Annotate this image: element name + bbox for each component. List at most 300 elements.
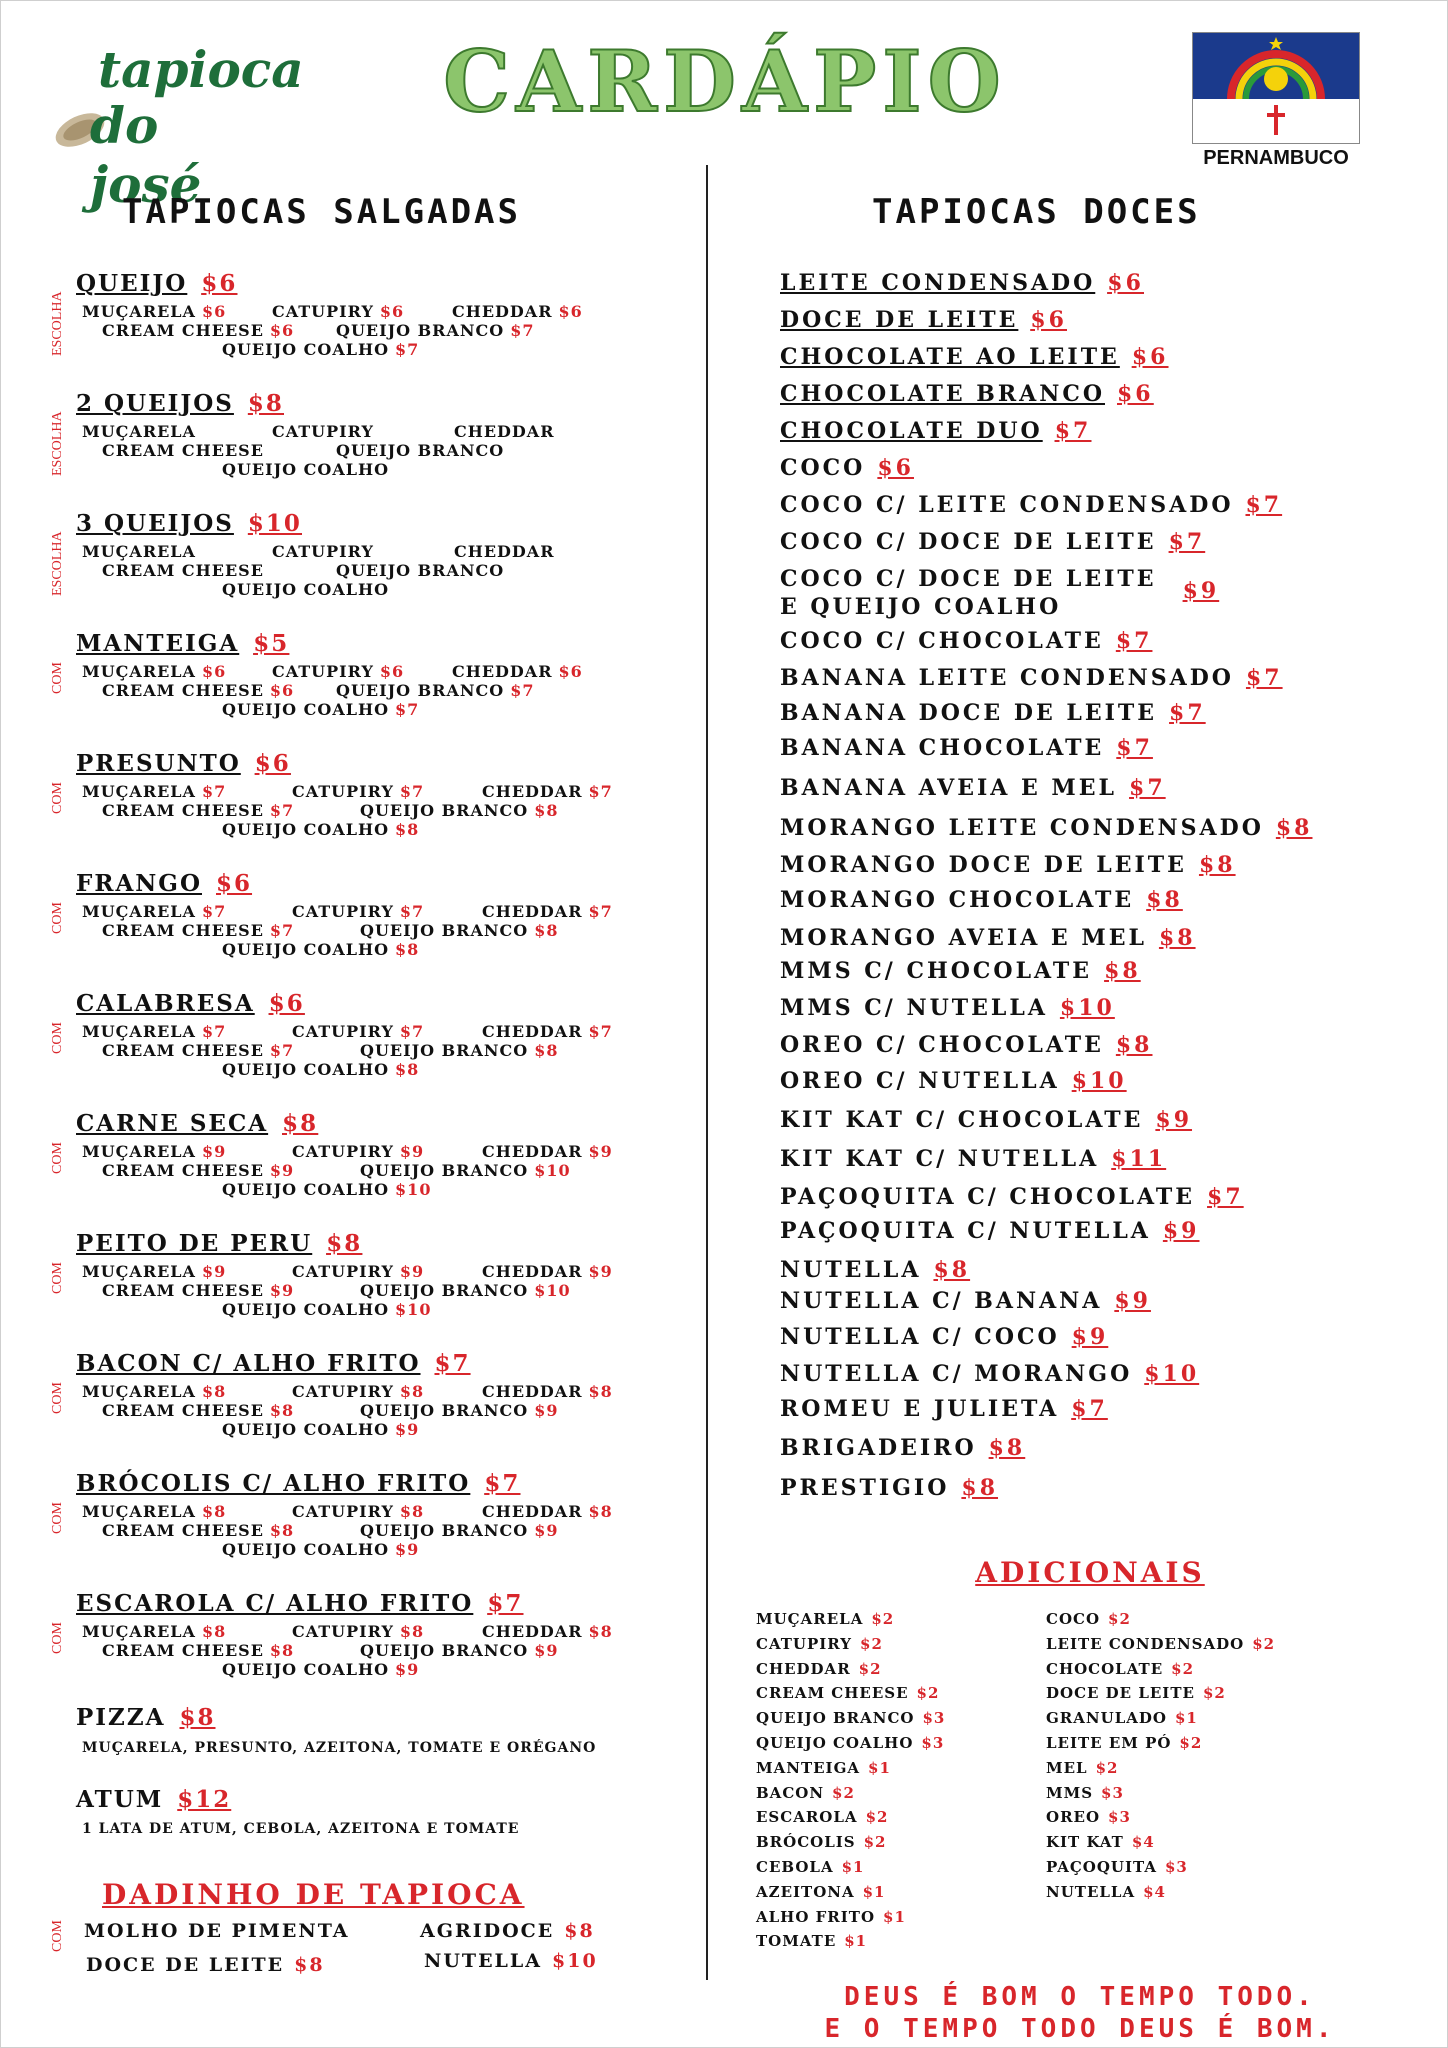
adicional-price: $4 [1143,1883,1166,1901]
adicional-item [756,1833,887,1851]
option-name: CREAM CHEESE [102,921,264,940]
sweet-item-price: $7 [1168,529,1206,555]
savory-item-price: $8 [282,1110,319,1137]
savory-item-name [76,1350,471,1377]
option-item [292,902,424,921]
option-item [82,1622,226,1641]
option-item [82,542,196,561]
adicional-name: TOMATE [756,1932,837,1950]
option-price: $8 [399,1502,425,1521]
option-item [222,1300,431,1319]
option-name: QUEIJO BRANCO [336,321,505,340]
option-item [360,1401,558,1420]
dadinho-item: DOCE DE LEITE $8 [86,1954,325,1976]
option-item [222,700,419,719]
column-divider [706,165,708,1980]
sweet-item-name2: E QUEIJO COALHO [780,594,1062,620]
option-price: $8 [269,1641,295,1660]
sweet-item [780,1435,1025,1461]
option-name: CREAM CHEESE [102,1281,264,1300]
option-item [360,1281,571,1300]
savory-item-name [76,1590,523,1617]
option-price: $7 [395,340,420,359]
adicional-name: DOCE DE LEITE [1046,1684,1195,1702]
sweet-item [780,1032,1152,1058]
savory-item-label: COM [50,1262,65,1294]
adicional-name: OREO [1046,1808,1101,1826]
option-item [360,1161,571,1180]
sweet-item-name: ROMEU E JULIETA [780,1396,1060,1422]
sweet-item-name: NUTELLA C/ COCO [780,1324,1060,1350]
savory-heading: TAPIOCAS SALGADAS [122,192,521,232]
option-item [336,441,504,460]
option-name: CATUPIRY [292,1382,394,1401]
option-name: CREAM CHEESE [102,1161,264,1180]
option-name: CATUPIRY [292,1022,394,1041]
option-price: $9 [588,1262,613,1281]
atum-price: $12 [177,1786,232,1813]
adicional-price: $3 [921,1734,945,1752]
adicional-name: CREAM CHEESE [756,1684,909,1702]
option-item [222,820,419,839]
sweet-item [780,1475,998,1501]
dadinho-heading: DADINHO DE TAPIOCA [102,1878,525,1911]
savory-item-price: $10 [247,510,302,537]
option-price: $7 [510,681,535,700]
option-name: CATUPIRY [292,902,394,921]
sweet-item-name: MORANGO DOCE DE LEITE [780,852,1187,878]
option-item [102,1281,294,1300]
sweet-item-price: $7 [1116,735,1153,761]
adicional-item [756,1908,906,1926]
option-name: CHEDDAR [482,1502,583,1521]
sweet-item-name: PRESTIGIO [780,1475,950,1501]
option-item [222,580,389,599]
adicional-name: LEITE CONDENSADO [1046,1635,1245,1653]
option-name: CREAM CHEESE [102,1641,264,1660]
savory-item-title: 3 QUEIJOS [76,510,234,537]
option-item [222,460,389,479]
option-price: $7 [588,1022,613,1041]
option-price: $7 [269,801,295,820]
savory-item-name [76,750,291,777]
option-item [82,902,226,921]
adicional-price: $1 [844,1932,868,1950]
sweet-item-name: COCO C/ CHOCOLATE [780,628,1104,654]
savory-item-name [76,1230,362,1257]
option-price: $6 [379,662,405,681]
adicional-name: GRANULADO [1046,1709,1167,1727]
option-item [292,782,424,801]
option-name: CREAM CHEESE [102,441,264,460]
option-name: CHEDDAR [482,1262,583,1281]
savory-item-label: COM [50,1502,65,1534]
option-price: $8 [588,1502,613,1521]
option-price: $8 [269,1401,295,1420]
option-name: MUÇARELA [82,1262,196,1281]
sweet-item-cont [780,594,1061,620]
sweet-item [780,1257,970,1283]
adicional-price: $4 [1131,1833,1155,1851]
pizza-name: PIZZA [76,1704,166,1731]
option-item [222,1660,419,1679]
option-price: $8 [399,1622,425,1641]
sweet-item [780,815,1312,841]
option-item [482,782,613,801]
sweet-item-price: $7 [1245,665,1283,691]
sweet-item [780,1068,1127,1094]
option-item [360,1041,558,1060]
savory-item-title: 2 QUEIJOS [76,390,234,417]
sweet-item [780,887,1183,913]
sweet-item-price: $9 [1155,1107,1193,1133]
sweet-item-name: BANANA CHOCOLATE [780,735,1105,761]
option-price: $9 [399,1142,425,1161]
savory-item-label: COM [50,1142,65,1174]
option-name: QUEIJO COALHO [222,1180,390,1199]
option-name: CATUPIRY [292,1262,394,1281]
adicionais-heading: ADICIONAIS [975,1556,1205,1589]
sweet-item-name: BANANA LEITE CONDENSADO [780,665,1234,691]
option-name: QUEIJO COALHO [222,820,390,839]
footer-line2: E O TEMPO TODO DEUS É BOM. [824,2014,1336,2044]
adicional-item [756,1858,864,1876]
option-price: $9 [269,1281,295,1300]
sweet-item [780,455,914,481]
savory-item-label: COM [50,1022,65,1054]
option-price: $8 [395,1060,420,1079]
tapioca-do-jose-logo [46,40,304,214]
option-item [482,1382,613,1401]
option-price: $7 [269,1041,295,1060]
sweet-item-price: $8 [988,1435,1026,1461]
option-name: CATUPIRY [272,542,374,561]
option-name: QUEIJO BRANCO [336,561,505,580]
adicional-item [1046,1784,1124,1802]
sweet-item [780,735,1153,761]
adicional-price: $2 [1252,1635,1276,1653]
option-name: MUÇARELA [82,782,196,801]
option-item [102,321,294,340]
savory-item-label: ESCOLHA [50,411,65,476]
option-name: CATUPIRY [272,422,374,441]
option-name: MUÇARELA [82,302,196,321]
adicional-item [1046,1858,1188,1876]
option-price: $7 [201,782,227,801]
option-price: $6 [201,662,227,681]
option-name: MUÇARELA [82,1502,196,1521]
savory-item-name [76,510,302,537]
option-name: CHEDDAR [482,1022,583,1041]
savory-item-name [76,990,305,1017]
sweet-item [780,270,1144,296]
option-price: $9 [395,1420,420,1439]
option-item [222,1180,431,1199]
option-item [454,542,555,561]
option-item [82,662,226,681]
option-name: MUÇARELA [82,902,196,921]
sweet-item-price: $6 [1131,344,1169,370]
pizza-item [76,1704,216,1731]
option-item [336,321,534,340]
adicional-price: $2 [865,1808,889,1826]
sweet-item-name: COCO C/ DOCE DE LEITE [780,566,1157,592]
savory-item-label: COM [50,1382,65,1414]
option-item [292,1142,424,1161]
option-name: QUEIJO BRANCO [360,1041,529,1060]
option-price: $9 [201,1142,227,1161]
sweet-item [780,1218,1200,1244]
option-name: QUEIJO COALHO [222,1660,390,1679]
option-price: $9 [395,1660,420,1679]
sweet-item [780,1324,1108,1350]
page-title: CARDÁPIO [443,32,1007,131]
savory-item-name [76,270,237,297]
option-name: QUEIJO COALHO [222,940,390,959]
option-item [102,441,264,460]
option-price: $10 [395,1180,432,1199]
sweet-item-name: MMS C/ CHOCOLATE [780,958,1093,984]
option-item [272,422,374,441]
sweet-item-name: BANANA DOCE DE LEITE [780,700,1158,726]
option-price: $9 [399,1262,425,1281]
option-item [102,1041,294,1060]
option-name: MUÇARELA [82,1622,196,1641]
adicional-item [756,1684,939,1702]
option-name: CHEDDAR [482,1382,583,1401]
adicional-name: AZEITONA [756,1883,855,1901]
adicional-item [1046,1660,1194,1678]
adicional-price: $1 [862,1883,886,1901]
savory-item-price: $5 [253,630,290,657]
option-name: QUEIJO BRANCO [360,801,529,820]
option-price: $7 [395,700,420,719]
option-name: QUEIJO COALHO [222,580,390,599]
adicional-item [756,1635,883,1653]
sweet-item-price: $7 [1054,418,1092,444]
adicional-item [756,1784,855,1802]
option-name: CHEDDAR [452,662,553,681]
option-price: $10 [534,1281,571,1300]
savory-item-price: $8 [247,390,284,417]
option-price: $9 [588,1142,613,1161]
savory-item-title: QUEIJO [76,270,188,297]
sweet-heading: TAPIOCAS DOCES [872,192,1201,232]
sweet-item-price: $8 [1146,887,1183,913]
adicional-name: NUTELLA [1046,1883,1136,1901]
adicional-price: $3 [1108,1808,1131,1826]
sweet-item-price: $10 [1144,1361,1200,1387]
sweet-item-name: MMS C/ NUTELLA [780,995,1048,1021]
sweet-item-name: KIT KAT C/ CHOCOLATE [780,1107,1144,1133]
sweet-item-name: MORANGO AVEIA E MEL [780,925,1147,951]
sweet-item [780,775,1166,801]
savory-item-label: COM [50,662,65,694]
option-item [102,921,294,940]
option-name: QUEIJO BRANCO [360,1641,529,1660]
option-price: $8 [395,940,420,959]
savory-item-title: ESCAROLA C/ ALHO FRITO [76,1590,474,1617]
option-price: $7 [201,902,227,921]
sweet-item [780,344,1168,370]
option-item [482,1262,613,1281]
adicional-price: $3 [922,1709,946,1727]
option-item [102,561,264,580]
option-price: $8 [395,820,420,839]
adicional-item [756,1808,888,1826]
sweet-item-name: OREO C/ NUTELLA [780,1068,1060,1094]
option-price: $8 [201,1382,227,1401]
sweet-item-name: PAÇOQUITA C/ CHOCOLATE [780,1184,1196,1210]
option-item [336,561,504,580]
adicional-item [756,1759,891,1777]
option-name: QUEIJO COALHO [222,1540,390,1559]
sweet-item-name: NUTELLA C/ BANANA [780,1288,1103,1314]
option-price: $7 [510,321,535,340]
savory-item-price: $6 [254,750,291,777]
sweet-item-name: MORANGO CHOCOLATE [780,887,1135,913]
adicional-price: $2 [871,1610,895,1628]
sweet-item-price: $10 [1059,995,1115,1021]
option-item [102,1401,294,1420]
option-name: CHEDDAR [452,302,553,321]
savory-item-price: $6 [216,870,253,897]
option-name: QUEIJO BRANCO [360,1161,529,1180]
sweet-item-price: $7 [1245,492,1283,518]
pizza-price: $8 [179,1704,216,1731]
sweet-item-name: LEITE CONDENSADO [780,270,1096,296]
option-name: CREAM CHEESE [102,801,264,820]
adicional-item [1046,1684,1226,1702]
sweet-item-price: $8 [1115,1032,1153,1058]
option-name: CATUPIRY [292,782,394,801]
option-name: QUEIJO COALHO [222,460,390,479]
option-item [360,1641,558,1660]
sweet-item [780,665,1283,691]
option-price: $6 [558,662,583,681]
option-item [454,422,555,441]
option-item [82,302,226,321]
sweet-item-price: $8 [1275,815,1313,841]
option-price: $8 [534,1041,559,1060]
sweet-item-price: $9 [1071,1324,1109,1350]
adicional-name: CEBOLA [756,1858,834,1876]
adicional-name: LEITE EM PÓ [1046,1734,1172,1752]
sweet-item-name: OREO C/ CHOCOLATE [780,1032,1104,1058]
savory-item-price: $8 [326,1230,363,1257]
option-item [82,782,226,801]
adicional-name: KIT KAT [1046,1833,1124,1851]
option-name: QUEIJO BRANCO [336,681,505,700]
sweet-item [780,381,1154,407]
option-price: $8 [201,1502,227,1521]
sweet-item [780,852,1236,878]
savory-item-name [76,1470,520,1497]
option-item [82,1262,226,1281]
option-item [292,1262,424,1281]
sweet-item-price: $6 [1117,381,1154,407]
adicional-name: QUEIJO BRANCO [756,1709,915,1727]
option-item [222,940,419,959]
option-price: $6 [201,302,227,321]
adicional-item [756,1660,882,1678]
sweet-item [780,628,1152,654]
flag-label: PERNAMBUCO [1203,147,1349,169]
sweet-item-price: $7 [1115,628,1153,654]
savory-item-price: $7 [484,1470,521,1497]
savory-item-label: ESCOLHA [50,531,65,596]
option-item [102,681,294,700]
savory-item-title: FRANGO [76,870,202,897]
savory-item-title: CALABRESA [76,990,255,1017]
option-name: CREAM CHEESE [102,561,264,580]
option-name: CHEDDAR [454,422,555,441]
option-item [102,801,294,820]
option-name: CREAM CHEESE [102,1041,264,1060]
option-name: CATUPIRY [292,1502,394,1521]
option-name: QUEIJO BRANCO [360,1281,529,1300]
option-price: $8 [269,1521,295,1540]
adicional-price: $3 [1101,1784,1124,1802]
option-price: $9 [534,1521,559,1540]
adicional-price: $2 [1171,1660,1195,1678]
adicional-price: $3 [1164,1858,1188,1876]
option-name: QUEIJO BRANCO [360,921,529,940]
dadinho-item: AGRIDOCE $8 [420,1920,595,1942]
sweet-item-price: $9 [1182,578,1220,604]
sweet-item-price: $9 [1162,1218,1200,1244]
adicional-price: $2 [1108,1610,1131,1628]
sweet-item-price: $7 [1169,700,1206,726]
option-item [336,681,534,700]
sweet-item-price: $6 [877,455,914,481]
adicional-name: BRÓCOLIS [756,1833,856,1851]
logo-line1: tapioca [98,40,304,99]
savory-item-title: CARNE SECA [76,1110,269,1137]
sweet-item-price: $10 [1071,1068,1127,1094]
adicional-name: MEL [1046,1759,1088,1777]
sweet-item-name: BRIGADEIRO [780,1435,977,1461]
atum-desc: 1 LATA DE ATUM, CEBOLA, AZEITONA E TOMATE [82,1821,520,1837]
adicional-item [1046,1808,1131,1826]
savory-item-price: $6 [268,990,305,1017]
option-price: $7 [201,1022,227,1041]
option-name: CATUPIRY [272,662,374,681]
sweet-item-name: BANANA AVEIA E MEL [780,775,1118,801]
adicional-name: ESCAROLA [756,1808,858,1826]
option-item [82,1502,226,1521]
footer-line1: DEUS É BOM O TEMPO TODO. [844,1982,1316,2012]
adicional-name: CHEDDAR [756,1660,851,1678]
option-item [292,1622,424,1641]
adicional-name: BACON [756,1784,825,1802]
option-item [482,1622,613,1641]
option-item [360,921,558,940]
option-price: $7 [399,782,425,801]
adicional-name: CHOCOLATE [1046,1660,1164,1678]
option-name: QUEIJO BRANCO [336,441,505,460]
option-item [82,1382,226,1401]
option-item [222,1540,419,1559]
adicional-name: CATUPIRY [756,1635,853,1653]
option-name: MUÇARELA [82,1142,196,1161]
dadinho-item: MOLHO DE PIMENTA [84,1920,350,1942]
sweet-item [780,418,1091,444]
option-item [102,1641,294,1660]
sweet-item [780,958,1141,984]
sweet-item-price: $8 [1198,852,1236,878]
savory-item-price: $7 [434,1350,471,1377]
